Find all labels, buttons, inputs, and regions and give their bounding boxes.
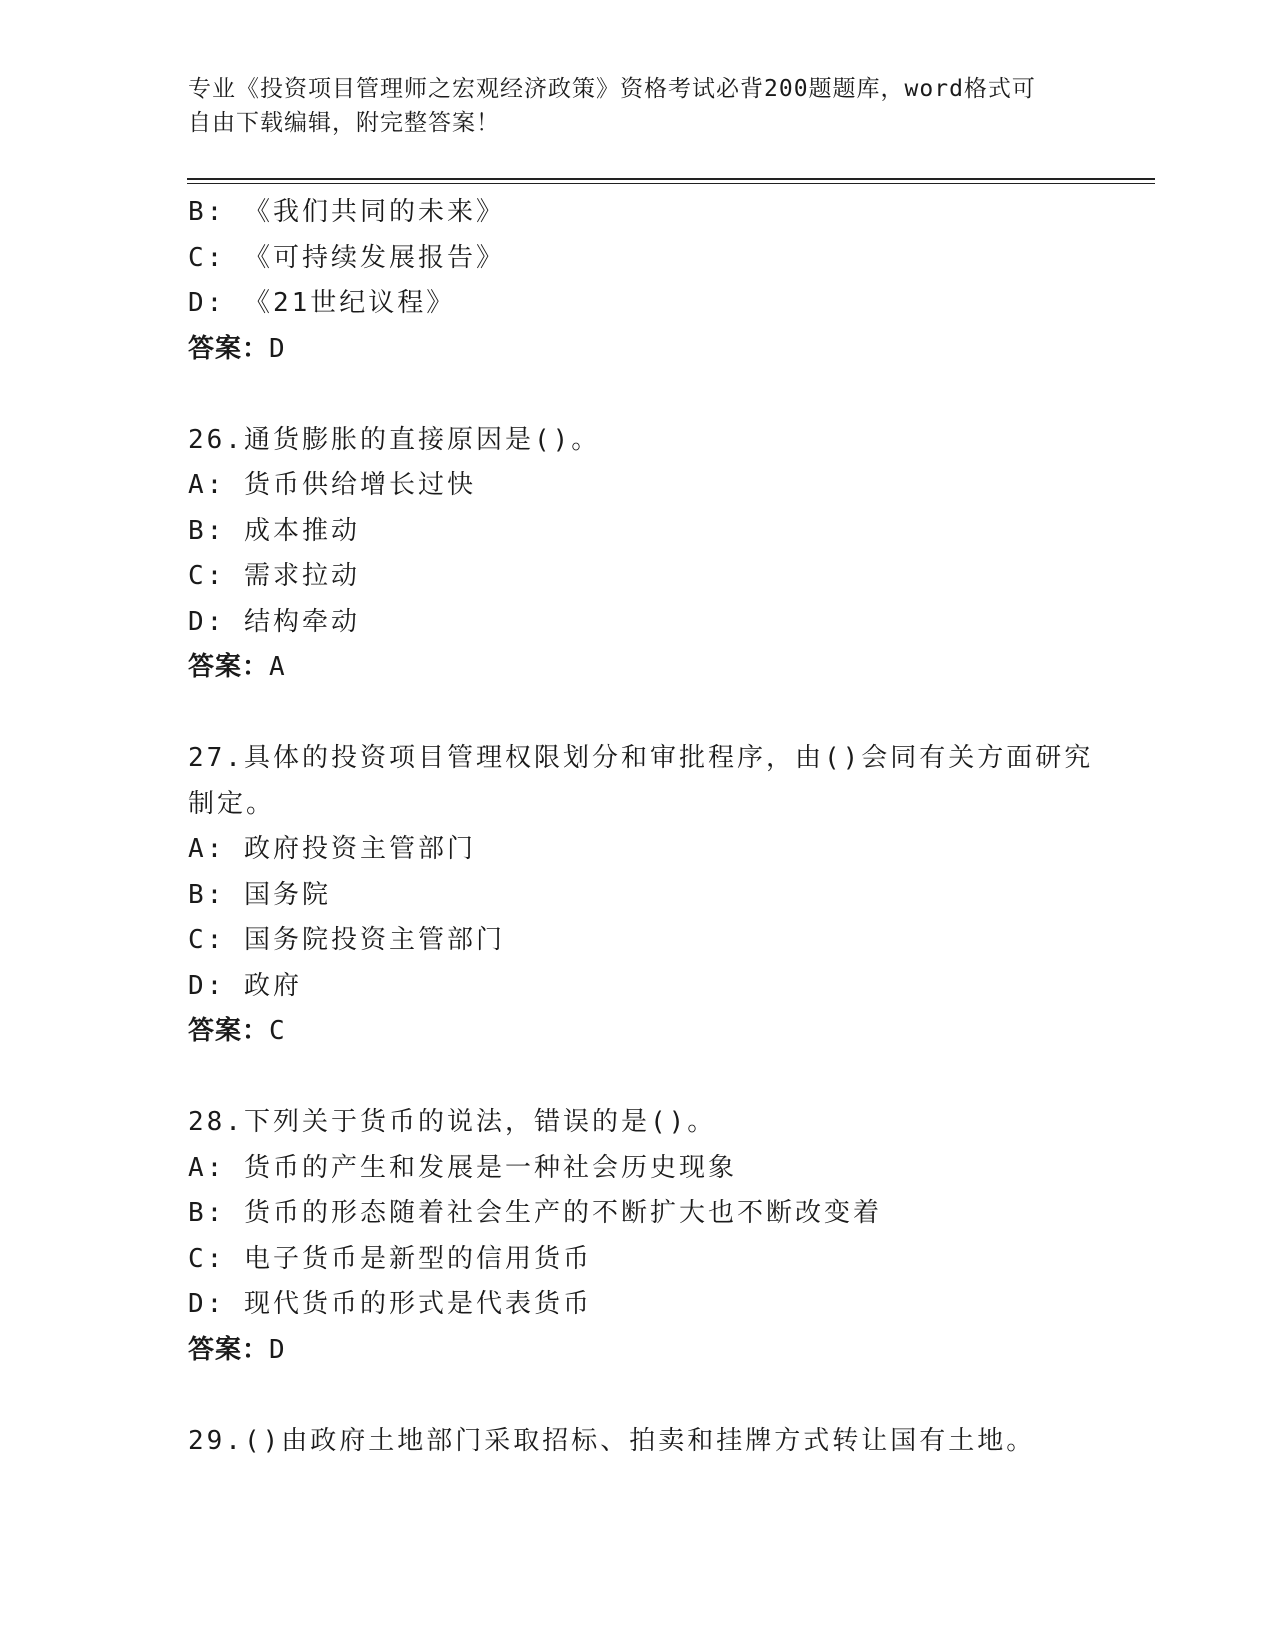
answer-label: 答案： — [188, 1334, 270, 1365]
option-a: A: 货币供给增长过快 — [188, 470, 476, 500]
option-b: B: 成本推动 — [188, 515, 360, 546]
option-c: C: 电子货币是新型的信用货币 — [188, 1243, 592, 1274]
header-title-line-2: 自由下载编辑，附完整答案！ — [188, 110, 500, 136]
spacer — [188, 691, 1138, 737]
option-b: B: 货币的形态随着社会生产的不断扩大也不断改变着 — [188, 1198, 882, 1228]
question-stem: 26.通货膨胀的直接原因是()。 — [188, 424, 601, 455]
header-divider — [187, 178, 1155, 184]
answer-value: D — [269, 333, 286, 364]
question-26 — [188, 418, 1138, 691]
answer-line — [188, 645, 1138, 691]
question-25-continued — [188, 190, 1138, 372]
question-stem: 28.下列关于货币的说法，错误的是()。 — [188, 1107, 717, 1137]
question-27 — [188, 736, 1138, 1055]
option-d: D: 结构牵动 — [188, 606, 360, 637]
spacer — [188, 372, 1138, 418]
option-d: D: 现代货币的形式是代表货币 — [188, 1289, 592, 1319]
answer-value: C — [269, 1016, 286, 1046]
header-title-line-1: 专业《投资项目管理师之宏观经济政策》资格考试必背200题题库，word格式可 — [188, 76, 1036, 102]
answer-value: A — [269, 652, 286, 682]
question-stem: 27.具体的投资项目管理权限划分和审批程序，由()会同有关方面研究 — [188, 743, 1094, 773]
option-b: B: 《我们共同的未来》 — [188, 197, 505, 227]
question-29 — [188, 1419, 1138, 1465]
option-b: B: 国务院 — [188, 879, 331, 910]
spacer — [188, 1055, 1138, 1101]
question-stem-continued: 制定。 — [188, 788, 276, 819]
question-list — [188, 190, 1138, 1464]
option-d: D: 政府 — [188, 970, 302, 1001]
answer-line — [188, 1009, 1138, 1055]
page-header — [188, 72, 1068, 140]
answer-label: 答案： — [188, 1016, 270, 1046]
answer-line — [188, 1328, 1138, 1374]
answer-line — [188, 327, 1138, 373]
question-28 — [188, 1100, 1138, 1373]
option-c: C: 《可持续发展报告》 — [188, 242, 505, 273]
option-d: D: 《21世纪议程》 — [188, 288, 456, 318]
answer-label: 答案： — [188, 652, 270, 682]
option-a: A: 货币的产生和发展是一种社会历史现象 — [188, 1152, 737, 1183]
option-c: C: 需求拉动 — [188, 561, 360, 591]
question-stem: 29.()由政府土地部门采取招标、拍卖和挂牌方式转让国有土地。 — [188, 1425, 1036, 1456]
option-c: C: 国务院投资主管部门 — [188, 925, 505, 955]
spacer — [188, 1373, 1138, 1419]
option-a: A: 政府投资主管部门 — [188, 834, 476, 864]
answer-value: D — [269, 1334, 286, 1365]
answer-label: 答案： — [188, 333, 270, 364]
